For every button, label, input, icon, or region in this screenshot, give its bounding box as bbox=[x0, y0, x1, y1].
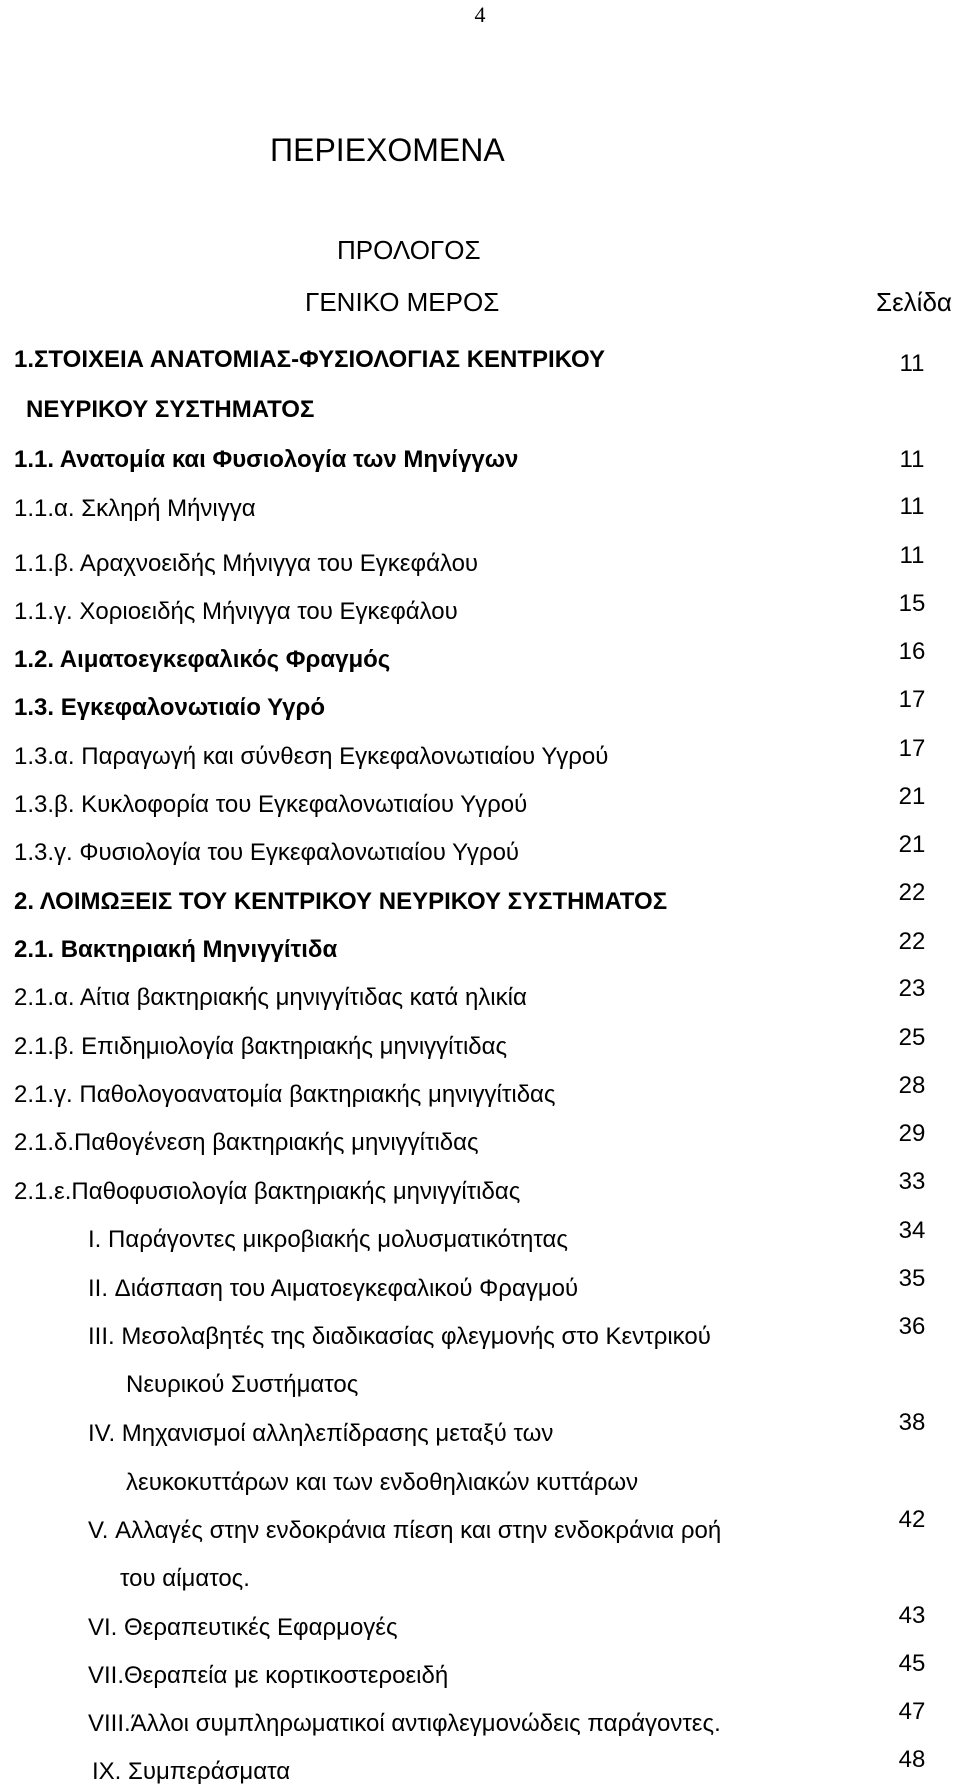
toc-entry-text: 2.1.ε.Παθοφυσιολογία βακτηριακής μηνιγγίτιδας bbox=[14, 1178, 521, 1205]
toc-entry-text: II. Διάσπαση του Αιματοεγκεφαλικού Φραγμού bbox=[88, 1275, 579, 1302]
toc-entry-text: ΝΕΥΡΙΚΟΥ ΣΥΣΤΗΜΑΤΟΣ bbox=[26, 396, 315, 423]
toc-entry-text: του αίματος. bbox=[120, 1565, 250, 1592]
toc-entry-text: 1.3. Εγκεφαλονωτιαίο Υγρό bbox=[14, 694, 325, 721]
toc-entry-page: 42 bbox=[898, 1506, 926, 1533]
toc-entry-page: 22 bbox=[898, 928, 926, 955]
toc-entry-page: 38 bbox=[898, 1409, 926, 1436]
toc-entry-text: Νευρικού Συστήματος bbox=[126, 1371, 359, 1398]
toc-entry-page: 23 bbox=[898, 975, 926, 1002]
toc-entry-text: 1.2. Αιματοεγκεφαλικός Φραγμός bbox=[14, 646, 391, 673]
toc-entry-page: 28 bbox=[898, 1072, 926, 1099]
preface-heading: ΠΡΟΛΟΓΟΣ bbox=[337, 235, 481, 265]
toc-entry-page: 22 bbox=[898, 879, 926, 906]
toc-entry-text: 1.3.α. Παραγωγή και σύνθεση Εγκεφαλονωτιαίου Υγρού bbox=[14, 743, 609, 770]
toc-entry-text: VIII.Άλλοι συμπληρωματικοί αντιφλεγμονώδεις παράγοντες. bbox=[88, 1710, 721, 1737]
toc-entry-page: 11 bbox=[899, 542, 925, 569]
toc-entry-text: 1.3.β. Κυκλοφορία του Εγκεφαλονωτιαίου Υγρού bbox=[14, 791, 528, 818]
toc-entry-text: 1.1.γ. Χοριοειδής Μήνιγγα του Εγκεφάλου bbox=[14, 598, 458, 625]
toc-entry-text: 1.3.γ. Φυσιολογία του Εγκεφαλονωτιαίου Υγρού bbox=[14, 839, 520, 866]
page-column-label: Σελίδα bbox=[876, 287, 952, 317]
toc-entry-text: VII.Θεραπεία με κορτικοστεροειδή bbox=[88, 1662, 449, 1689]
toc-entry-page: 45 bbox=[898, 1650, 926, 1677]
toc-entry-text: IV. Μηχανισμοί αλληλεπίδρασης μεταξύ των bbox=[88, 1420, 554, 1447]
toc-entry-page: 11 bbox=[899, 446, 925, 473]
toc-entry-page: 11 bbox=[899, 493, 925, 520]
toc-entry-text: 1.1.α. Σκληρή Μήνιγγα bbox=[14, 495, 256, 522]
toc-entry-text: 1.1. Ανατομία και Φυσιολογία των Μηνίγγων bbox=[14, 446, 519, 473]
toc-entry-text: III. Μεσολαβητές της διαδικασίας φλεγμονής στο Κεντρικού bbox=[88, 1323, 711, 1350]
toc-entry-page: 11 bbox=[899, 350, 925, 377]
toc-entry-text: IX. Συμπεράσματα bbox=[92, 1758, 291, 1785]
toc-entry-text: 2.1.α. Αίτια βακτηριακής μηνιγγίτιδας κατά ηλικία bbox=[14, 984, 527, 1011]
toc-entry-page: 29 bbox=[898, 1120, 926, 1147]
toc-entry-text: VI. Θεραπευτικές Εφαρμογές bbox=[88, 1614, 398, 1641]
toc-entry-page: 17 bbox=[898, 735, 926, 762]
toc-entry-page: 43 bbox=[898, 1602, 926, 1629]
toc-entry-page: 17 bbox=[898, 686, 926, 713]
toc-entry-text: 1.1.β. Αραχνοειδής Μήνιγγα του Εγκεφάλου bbox=[14, 550, 479, 577]
toc-entry-page: 47 bbox=[898, 1698, 926, 1725]
toc-entry-text: 1.ΣΤΟΙΧΕΙΑ ΑΝΑΤΟΜΙΑΣ-ΦΥΣΙΟΛΟΓΙΑΣ ΚΕΝΤΡΙΚΟΥ bbox=[14, 346, 605, 373]
toc-entry-text: 2.1.γ. Παθολογοανατομία βακτηριακής μηνιγγίτιδας bbox=[14, 1081, 556, 1108]
toc-entry-text: 2.1.δ.Παθογένεση βακτηριακής μηνιγγίτιδας bbox=[14, 1129, 479, 1156]
page-number: 4 bbox=[474, 2, 486, 27]
toc-entry-text: I. Παράγοντες μικροβιακής μολυσματικότητας bbox=[88, 1226, 568, 1253]
toc-entry-page: 48 bbox=[898, 1746, 926, 1773]
toc-entry-page: 21 bbox=[898, 831, 926, 858]
toc-entry-text: 2.1.β. Επιδημιολογία βακτηριακής μηνιγγίτιδας bbox=[14, 1033, 508, 1060]
toc-entry-page: 21 bbox=[898, 783, 926, 810]
toc-entry-page: 34 bbox=[898, 1217, 926, 1244]
toc-title: ΠΕΡΙΕΧΟΜΕΝΑ bbox=[270, 132, 505, 168]
toc-entry-page: 25 bbox=[898, 1024, 926, 1051]
toc-entry-page: 36 bbox=[898, 1313, 926, 1340]
toc-entry-page: 16 bbox=[898, 638, 926, 665]
general-part-heading: ΓΕΝΙΚΟ ΜΕΡΟΣ bbox=[305, 287, 500, 317]
toc-entry-text: V. Αλλαγές στην ενδοκράνια πίεση και στην ενδοκράνια ροή bbox=[88, 1517, 722, 1544]
toc-entry-page: 33 bbox=[898, 1168, 926, 1195]
toc-entry-text: λευκοκυττάρων και των ενδοθηλιακών κυττάρων bbox=[126, 1469, 639, 1496]
toc-entry-page: 15 bbox=[898, 590, 926, 617]
toc-entry-page: 35 bbox=[898, 1265, 926, 1292]
toc-entry-text: 2.1. Βακτηριακή Μηνιγγίτιδα bbox=[14, 936, 338, 963]
toc-entry-text: 2. ΛΟΙΜΩΞΕΙΣ ΤΟΥ ΚΕΝΤΡΙΚΟΥ ΝΕΥΡΙΚΟΥ ΣΥΣΤΗΜΑΤΟΣ bbox=[14, 888, 668, 915]
